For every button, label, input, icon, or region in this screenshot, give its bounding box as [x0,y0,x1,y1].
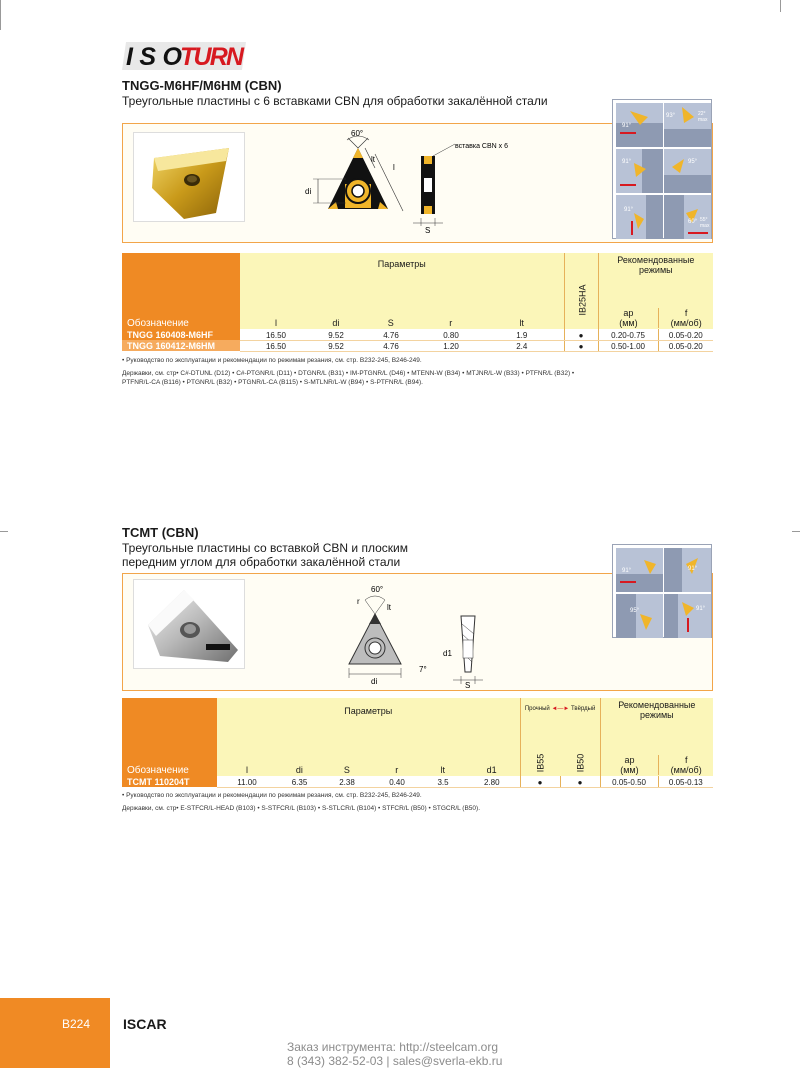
order-link[interactable]: Заказ инструмента: http://steelcam.org [287,1040,499,1054]
col-s: S [387,318,394,328]
trim-mark [0,531,8,532]
table-row: TNGG 160408-M6HF 16.50 9.52 4.76 0.80 1.9 ● 0.20-0.75 0.05-0.20 [122,329,713,340]
op-facing-icon [616,149,663,193]
recommended-header: Рекомендованные режимы ap (мм) f (мм/об) [598,253,713,329]
logo-turn-text: TURN [180,43,244,70]
drawing-angle-label: 60° [371,585,384,594]
drawing-insert-note: вставка CBN x 6 [455,143,508,150]
drawing-s-label: S [425,226,431,235]
drawing-lt-label: lt [387,603,391,612]
logo-iso-text: ISO [126,43,182,70]
svg-text:91°: 91° [624,207,634,213]
svg-text:max: max [700,223,710,229]
designation-header: Обозначение [122,253,240,329]
op-profiling-icon [664,103,711,147]
arrow-icon: ◄—► [551,706,570,712]
drawing-r-label: r [357,597,360,606]
section-subtitle: Треугольные пластины со вставкой CBN и плоским [122,541,408,555]
svg-text:22°: 22° [698,111,706,117]
col-di: di [295,765,303,775]
ap-label: ap [624,755,635,765]
f-label: f [684,755,688,765]
insert-drawing [283,126,593,236]
holders-note: PTFNR/L-CA (B116) • PTGNR/L (B32) • PTGNR/L-CA (B115) • S-MTLNR/L-W (B94) • S-PTFNR/L (B94). [122,379,423,386]
svg-text:95°: 95° [630,608,640,614]
svg-text:91°: 91° [622,123,632,129]
drawing-d1-label: d1 [443,649,452,658]
drawing-l-label: l [393,163,395,172]
parameters-header: Параметры l di S r lt d1 [217,698,520,776]
trim-mark [792,531,800,532]
drawing-angle-label: 60° [351,129,364,138]
insert-drawing [323,576,543,691]
insert-photo [133,132,245,222]
drawing-s-label: S [465,681,471,690]
svg-text:91°: 91° [696,606,706,612]
col-lt: lt [440,765,445,775]
op-turning-icon [616,548,663,592]
col-r: r [449,318,453,328]
col-l: l [245,765,248,775]
col-lt: lt [519,318,524,328]
grade-header: IB25HA [564,253,598,329]
drawing-di-label: di [305,187,312,196]
holders-note: Державки, см. стр• E-STFCR/L-HEAD (B103) • S-STFCR/L (B103) • S-STLCR/L (B104) • STFCR/L (B50) • STGCR/L (B50). [122,805,481,812]
ap-unit: (мм) [620,765,639,775]
f-unit: (мм/об) [670,765,702,775]
drawing-seven-label: 7° [419,665,427,674]
hard-label: Твёрдый [571,706,596,712]
operations-panel [612,544,712,638]
section-subtitle: передним углом для обработки закалённой стали [122,555,401,569]
table-row: TCMT 110204T 11.00 6.35 2.38 0.40 3.5 2.80 ● ● 0.05-0.50 0.05-0.13 [122,776,713,787]
col-di: di [332,318,340,328]
contact-info[interactable]: 8 (343) 382-52-03 | sales@sverla-ekb.ru [287,1054,503,1068]
svg-text:91°: 91° [688,566,698,572]
trim-mark [780,0,781,12]
op-facing-icon [664,548,711,592]
footer-brand: ISCAR [123,1016,167,1032]
operations-panel [612,99,712,239]
usage-note: • Руководство по эксплуатации и рекомендации по режимам резания, см. стр. B232-245, B246-249. [122,792,422,799]
svg-text:91°: 91° [622,159,632,165]
grade-ib55: IB55 [535,753,546,773]
op-turning-icon [616,103,663,147]
isoturn-logo [122,42,246,70]
f-unit: (мм/об) [670,318,702,328]
op-profiling-icon [616,594,663,638]
drawing-di-label: di [371,677,378,686]
recommended-header: Рекомендованные режимы ap (мм) f (мм/об) [600,698,713,776]
designation-header: Обозначение [122,698,217,776]
op-grooving-icon [616,195,663,239]
section-title: TNGG-M6HF/M6HM (CBN) [122,78,282,93]
svg-text:55°: 55° [700,217,708,223]
section-subtitle: Треугольные пластины с 6 вставками CBN для обработки закалённой стали [122,94,548,108]
trim-mark [0,0,1,30]
svg-text:93°: 93° [666,113,676,119]
col-d1: d1 [486,765,497,775]
svg-text:91°: 91° [622,568,632,574]
op-boring-icon [664,594,711,638]
f-label: f [684,308,688,318]
svg-text:95°: 95° [688,159,698,165]
section-title: TCMT (CBN) [122,525,199,540]
footer-accent-bar [0,998,110,1068]
parameters-header: Параметры l di S r lt [240,253,564,329]
drawing-lt-label: lt [371,155,375,164]
svg-text:60°: 60° [688,219,698,225]
col-r: r [395,765,399,775]
ap-unit: (мм) [619,318,638,328]
spec-table [122,253,713,352]
holders-note: Державки, см. стр• C#-DTUNL (D12) • C#-PTGNR/L (D11) • DTGNR/L (B31) • IM-PTGNR/L (D46) • MTENN-W (B34) • MTJNR/L-W (B33) • PTFNR/L (B32) • [122,370,575,377]
table-row: TNGG 160412-M6HM 16.50 9.52 4.76 1.20 2.4 ● 0.50-1.00 0.05-0.20 [122,340,713,351]
insert-photo [133,579,245,669]
usage-note: • Руководство по эксплуатации и рекомендации по режимам резания, см. стр. B232-245, B246-249. [122,357,422,364]
col-l: l [274,318,277,328]
spec-table [122,698,713,788]
ap-label: ap [623,308,634,318]
col-s: S [343,765,350,775]
op-back-turning-icon [664,149,711,193]
grade-ib50: IB50 [574,753,585,773]
page-number: B224 [62,1017,91,1031]
tough-label: Прочный [524,706,550,712]
op-plunging-icon [664,195,711,239]
svg-text:max: max [698,117,708,123]
grade-header [520,698,600,776]
